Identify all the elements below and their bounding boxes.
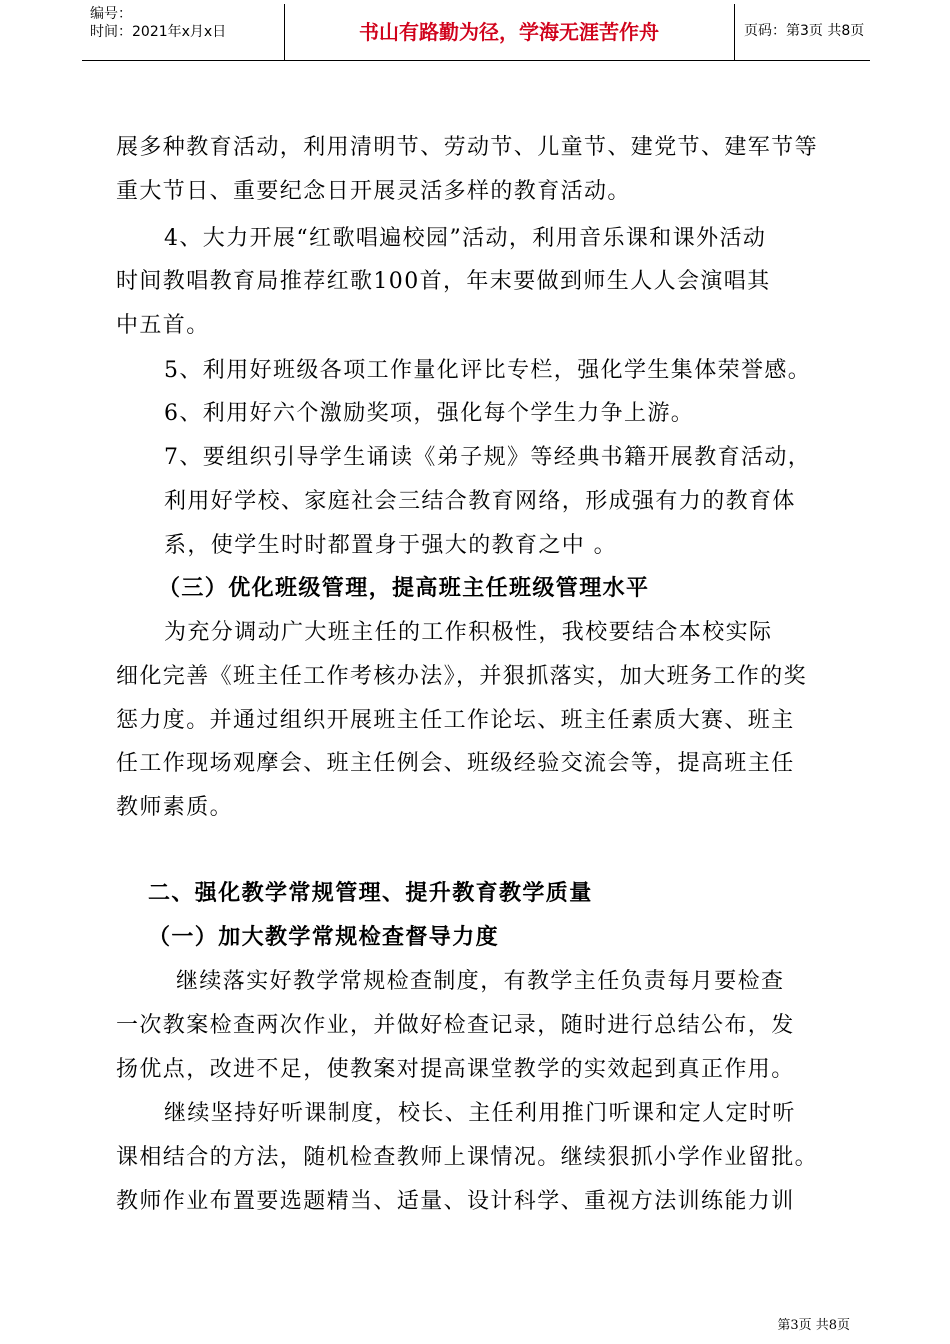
- header-meta-cell: [82, 4, 285, 60]
- body-line: 扬优点，改进不足，使教案对提高课堂教学的实效起到真正作用。: [116, 1057, 795, 1082]
- date-label: 时间：2021年x月x日: [90, 24, 227, 40]
- body-line: 时间教唱教育局推荐红歌100首，年末要做到师生人人会演唱其: [116, 269, 771, 294]
- body-line: 任工作现场观摩会、班主任例会、班级经验交流会等，提高班主任: [116, 751, 795, 776]
- section-heading: （一）加大教学常规检查督导力度: [148, 925, 500, 950]
- chapter-heading: 二、强化教学常规管理、提升教育教学质量: [148, 881, 593, 906]
- body-line: 为充分调动广大班主任的工作积极性，我校要结合本校实际: [164, 620, 773, 645]
- body-line: 5、利用好班级各项工作量化评比专栏，强化学生集体荣誉感。: [164, 358, 812, 383]
- body-line: 惩力度。并通过组织开展班主任工作论坛、班主任素质大赛、班主: [116, 708, 795, 733]
- body-line: 课相结合的方法，随机检查教师上课情况。继续狠抓小学作业留批。: [116, 1145, 819, 1170]
- header-page-cell: [734, 4, 870, 60]
- body-line: 7、要组织引导学生诵读《弟子规》等经典书籍开展教育活动，: [164, 445, 812, 470]
- body-line: 细化完善《班主任工作考核办法》，并狠抓落实，加大班务工作的奖: [116, 664, 808, 689]
- header-motto: 书山有路勤为径，学海无涯苦作舟: [359, 20, 659, 44]
- body-line: 教师作业布置要选题精当、适量、设计科学、重视方法训练能力训: [116, 1189, 795, 1214]
- body-line: 继续坚持好听课制度，校长、主任利用推门听课和定人定时听: [164, 1101, 796, 1126]
- page-footer: 第3页 共8页: [777, 1318, 850, 1333]
- page-header: [82, 4, 870, 61]
- doc-number-label: 编号：: [90, 6, 132, 22]
- header-motto-cell: [284, 4, 735, 60]
- body-line: 继续落实好教学常规检查制度，有教学主任负责每月要检查: [176, 969, 785, 994]
- body-line: 4、大力开展“红歌唱遍校园”活动，利用音乐课和课外活动: [164, 226, 767, 251]
- body-line: 中五首。: [116, 313, 210, 338]
- body-line: 一次教案检查两次作业，并做好检查记录，随时进行总结公布，发: [116, 1013, 795, 1038]
- body-line: 利用好学校、家庭社会三结合教育网络，形成强有力的教育体: [164, 489, 796, 514]
- header-page-number: 页码：第3页 共8页: [744, 23, 865, 39]
- body-line: 展多种教育活动，利用清明节、劳动节、儿童节、建党节、建军节等: [116, 135, 819, 160]
- body-line: 教师素质。: [116, 795, 234, 820]
- body-line: 系，使学生时时都置身于强大的教育之中 。: [164, 533, 617, 558]
- section-heading: （三）优化班级管理，提高班主任班级管理水平: [158, 576, 650, 601]
- body-line: 6、利用好六个激励奖项，强化每个学生力争上游。: [164, 401, 695, 426]
- body-line: 重大节日、重要纪念日开展灵活多样的教育活动。: [116, 179, 631, 204]
